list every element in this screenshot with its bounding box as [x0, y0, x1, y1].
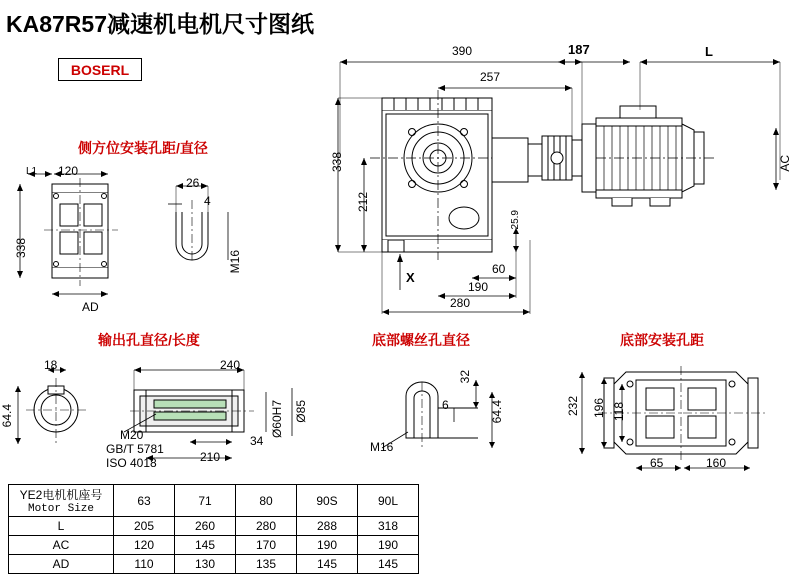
table-header-label-en: Motor Size: [27, 503, 94, 515]
cell-AD-71: 130: [175, 555, 236, 574]
cell-AC-63: 120: [114, 536, 175, 555]
dim-257: 257: [480, 70, 501, 84]
table-header-label: [9, 485, 114, 517]
dim-190: 190: [468, 280, 489, 294]
dim-64-4-screw: 64.4: [490, 400, 504, 424]
dim-6: 6: [442, 398, 449, 412]
section-label-side-mount: 侧方位安装孔距/直径: [78, 140, 208, 156]
cell-L-71: 260: [175, 517, 236, 536]
dim-L: L: [705, 44, 713, 59]
cell-L-90s: 288: [297, 517, 358, 536]
row-label-AD: AD: [9, 555, 114, 574]
dim-196: 196: [592, 398, 606, 419]
cell-AD-80: 135: [236, 555, 297, 574]
dim-280: 280: [450, 296, 471, 310]
dim-212: 212: [356, 192, 370, 213]
cell-AD-63: 110: [114, 555, 175, 574]
table-col-90l: 90L: [358, 485, 419, 517]
cell-L-80: 280: [236, 517, 297, 536]
dim-64-4-output: 64.4: [0, 404, 14, 428]
dim-32: 32: [458, 370, 472, 384]
table-col-80: 80: [236, 485, 297, 517]
table-header-label-cn: YE2电机机座号: [19, 488, 103, 502]
dim-240: 240: [220, 358, 241, 372]
dim-160: 160: [706, 456, 727, 470]
dim-187: 187: [568, 42, 590, 57]
page-title: KA87R57减速机电机尺寸图纸: [6, 11, 314, 37]
motor-size-table: [8, 484, 419, 574]
side-mount-drawing: [6, 160, 266, 320]
table-header-row: [9, 485, 419, 517]
table-row: [9, 517, 419, 536]
cell-AD-90l: 145: [358, 555, 419, 574]
section-label-output-hole: 输出孔直径/长度: [98, 332, 200, 348]
dim-18: 18: [44, 358, 58, 372]
table-col-90s: 90S: [297, 485, 358, 517]
table-row: [9, 536, 419, 555]
cell-L-63: 205: [114, 517, 175, 536]
dim-L1: L1: [26, 166, 38, 177]
row-label-L: L: [9, 517, 114, 536]
note-m20: M20: [120, 428, 144, 442]
dim-210: 210: [200, 450, 221, 464]
table-col-63: 63: [114, 485, 175, 517]
cell-AC-90l: 190: [358, 536, 419, 555]
note-iso: ISO 4018: [106, 456, 157, 470]
brand-logo: BOSERL: [58, 58, 142, 81]
cell-AC-71: 145: [175, 536, 236, 555]
dim-AD-side: AD: [82, 300, 99, 314]
row-label-AC: AC: [9, 536, 114, 555]
dim-338-side: 338: [14, 238, 28, 259]
cell-AC-90s: 190: [297, 536, 358, 555]
dim-AC-main: AC: [778, 155, 792, 172]
dim-d85: Ø85: [294, 400, 308, 423]
section-label-bottom-mount: 底部安装孔距: [620, 332, 704, 348]
dim-65: 65: [650, 456, 664, 470]
main-assembly-drawing: [320, 40, 798, 320]
dim-60: 60: [492, 262, 506, 276]
dim-120: 120: [58, 164, 79, 178]
cell-L-90l: 318: [358, 517, 419, 536]
dim-4: 4: [204, 194, 211, 208]
dim-X: X: [406, 270, 415, 285]
dim-M16-side: M16: [228, 250, 242, 274]
dim-34: 34: [250, 434, 264, 448]
cell-AC-80: 170: [236, 536, 297, 555]
note-gb: GB/T 5781: [106, 442, 164, 456]
dim-390: 390: [452, 44, 473, 58]
dim-232: 232: [566, 396, 580, 417]
dim-25-9: 25.9: [510, 210, 521, 230]
cell-AD-90s: 145: [297, 555, 358, 574]
table-row: [9, 555, 419, 574]
section-label-bottom-screw: 底部螺丝孔直径: [372, 332, 470, 348]
dim-338-main: 338: [330, 152, 344, 173]
table-col-71: 71: [175, 485, 236, 517]
dim-M16-screw: M16: [370, 440, 394, 454]
dim-26: 26: [186, 176, 200, 190]
dim-118: 118: [612, 402, 626, 422]
dim-d60h7: Ø60H7: [270, 400, 284, 439]
